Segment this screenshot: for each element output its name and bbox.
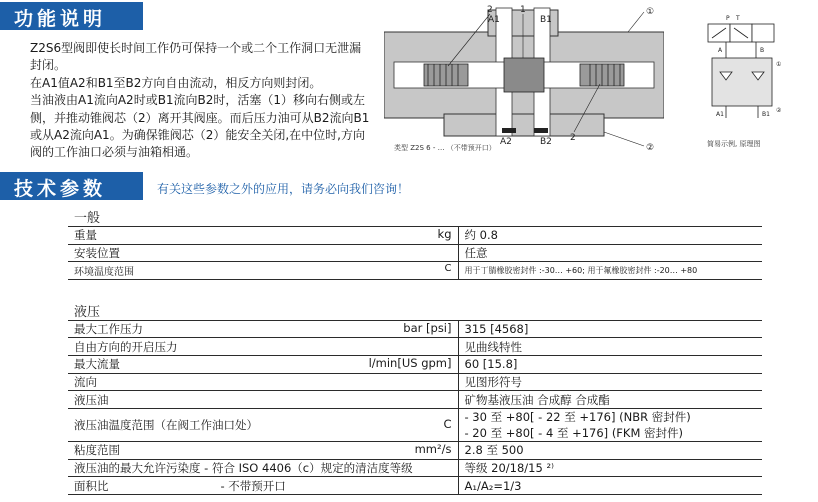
row-label-cell <box>68 459 458 477</box>
port-b1-label: B1 <box>540 15 552 25</box>
row-unit: C <box>443 417 452 431</box>
row-value: 60 [15.8] <box>458 355 762 373</box>
row-label-cell <box>68 391 458 409</box>
circled-1-label: ① <box>646 7 655 17</box>
row-label: 重量 <box>74 228 97 243</box>
row-label: 安装位置 <box>74 246 120 261</box>
symbol-port-a: A <box>718 47 723 54</box>
port-a1-label: A1 <box>488 15 500 25</box>
row-label-cell <box>68 227 458 245</box>
drawing-caption: 类型 Z2S 6 - … （不带预开口） <box>394 144 496 152</box>
function-description <box>30 40 370 162</box>
table-row <box>68 459 762 477</box>
row-label-cell <box>68 442 458 460</box>
spacer-row <box>68 280 762 298</box>
symbol-port-a1: A1 <box>716 111 724 118</box>
group-name-hydraulic: 液压 <box>68 298 762 321</box>
spec-table <box>68 204 762 495</box>
row-unit: - 不带预开口 <box>220 478 286 493</box>
row-label-cell <box>68 409 458 442</box>
row-label: 液压油的最大允许污染度 - 符合 ISO 4406（c）规定的清洁度等级 <box>74 461 413 476</box>
group-heading-row <box>68 204 762 227</box>
row-value: 315 [4568] <box>458 320 762 338</box>
row-label-cell <box>68 244 458 262</box>
row-label: 粘度范围 <box>74 443 120 458</box>
row-label-cell <box>68 262 458 280</box>
valve-section-drawing <box>384 2 664 154</box>
callout-2-bottom-label: 2 <box>570 133 576 143</box>
table-row <box>68 262 762 280</box>
row-value-line-2: - 20 至 +80[ - 4 至 +176] (FKM 密封件) <box>464 426 684 440</box>
row-label: 面积比 <box>74 478 109 493</box>
symbol-port-p: P <box>726 15 730 22</box>
symbol-port-b1: B1 <box>762 111 770 118</box>
table-row <box>68 338 762 356</box>
row-value: 见图形符号 <box>458 373 762 391</box>
row-label: 液压油 <box>74 392 109 407</box>
row-label: 最大工作压力 <box>74 321 143 336</box>
port-a2-label: A2 <box>500 137 512 147</box>
table-row <box>68 355 762 373</box>
row-label: 最大流量 <box>74 357 120 372</box>
row-value-line-1: - 30 至 +80[ - 22 至 +176] (NBR 密封件) <box>464 410 691 424</box>
row-unit: kg <box>437 227 452 242</box>
row-value: A₁/A₂=1/3 <box>458 477 762 495</box>
row-unit: C <box>444 263 452 275</box>
description-paragraph-2: 在A1值A2和B1至B2方向自由流动，相反方向则封闭。 <box>30 75 322 90</box>
row-label-cell <box>68 338 458 356</box>
group-name-general: 一般 <box>68 204 762 227</box>
row-value: 用于丁腈橡胶密封件 :-30… +60; 用于氟橡胶密封件 :-20… +80 <box>458 262 762 280</box>
description-paragraph-3: 当油液由A1流向A2时或B1流向B2时，活塞（1）移向右侧或左侧，并推动锥阀芯（2）离开其阀座。而后压力油可从B2流向B1或从A2流向A1。为确保锥阀芯（2）能安全关闭,在中位时,方向阀的工作油口必须与油箱相通。 <box>30 93 370 160</box>
row-value: 约 0.8 <box>458 227 762 245</box>
table-row <box>68 320 762 338</box>
symbol-circled-2: ② <box>776 107 782 114</box>
table-row <box>68 373 762 391</box>
circled-2-label: ② <box>646 143 655 153</box>
callout-1-label: 1 <box>520 5 526 15</box>
spacer-cell <box>68 280 762 298</box>
table-row <box>68 409 762 442</box>
port-b2-label: B2 <box>540 137 552 147</box>
row-label-cell <box>68 355 458 373</box>
symbol-port-b: B <box>760 47 765 54</box>
symbol-caption: 简易示例, 原理图 <box>707 140 761 148</box>
table-row <box>68 244 762 262</box>
row-unit: l/min[US gpm] <box>368 356 452 371</box>
row-label-cell <box>68 320 458 338</box>
group-heading-row <box>68 298 762 321</box>
table-row <box>68 477 762 495</box>
row-value: 2.8 至 500 <box>458 442 762 460</box>
table-row <box>68 391 762 409</box>
symbol-port-t: T <box>736 15 740 22</box>
row-label-cell <box>68 373 458 391</box>
row-label: 自由方向的开启压力 <box>74 339 178 354</box>
symbol-circled-1: ① <box>776 61 782 68</box>
row-unit: bar [psi] <box>403 320 452 335</box>
description-paragraph-1: Z2S6型阀即使长时间工作仍可保持一个或二个工作洞口无泄漏封闭。 <box>30 41 362 73</box>
tech-note: 有关这些参数之外的应用，请务必向我们咨询！ <box>157 182 410 196</box>
row-label: 流向 <box>74 374 97 389</box>
row-value: 任意 <box>458 244 762 262</box>
row-label: 液压油温度范围（在阀工作油口处） <box>74 418 258 432</box>
row-label-cell <box>68 477 458 495</box>
row-label: 环境温度范围 <box>74 267 134 279</box>
callout-2-top-label: 2 <box>487 5 493 15</box>
row-value: 矿物基液压油 合成醇 合成酯 <box>458 391 762 409</box>
table-row <box>68 227 762 245</box>
row-unit: mm²/s <box>414 442 452 457</box>
hydraulic-symbol <box>678 6 788 146</box>
row-value: 见曲线特性 <box>458 338 762 356</box>
row-value: 等级 20/18/15 ²⁾ <box>458 459 762 477</box>
tech-section-header: 技术参数 <box>0 172 143 200</box>
table-row <box>68 442 762 460</box>
function-section-header: 功能说明 <box>0 2 143 30</box>
row-value <box>458 409 762 442</box>
